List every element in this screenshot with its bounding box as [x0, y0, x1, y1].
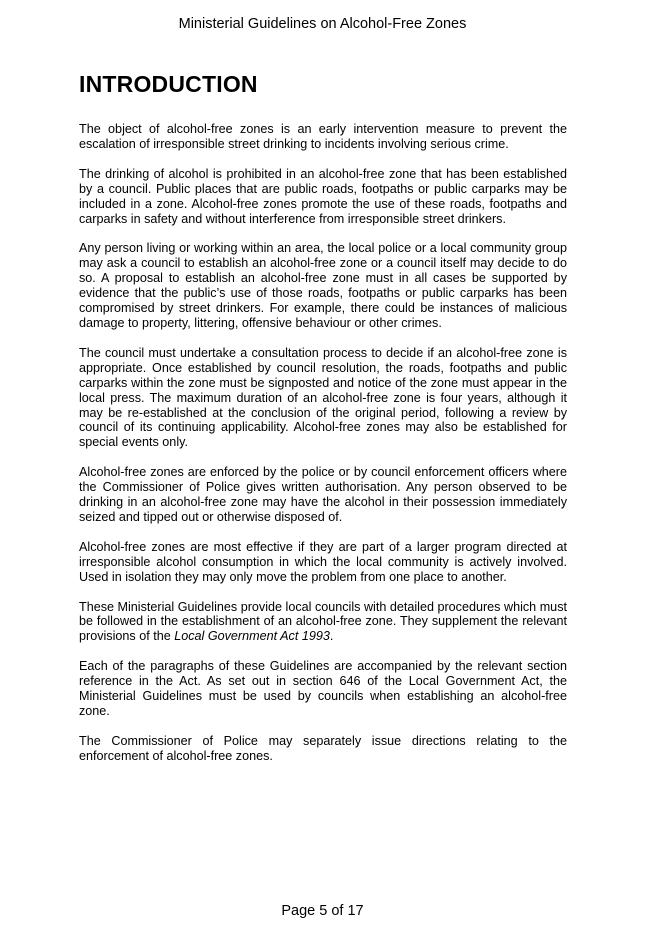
- paragraph-8: Each of the paragraphs of these Guidelines are accompanied by the relevant section reference in the Act. As set out in section 646 of the Local Government Act, the Ministerial Guidelines must be used by councils when establishing an alcohol-free zone.: [79, 659, 567, 718]
- section-heading: INTRODUCTION: [79, 71, 258, 97]
- act-title: Local Government Act 1993: [174, 629, 330, 644]
- paragraph-7-text: These Ministerial Guidelines provide local councils with detailed procedures which must be followed in the establishment of an alcohol-free zone. They supplement the relevant provisions of the: [79, 599, 567, 644]
- paragraph-2: The drinking of alcohol is prohibited in an alcohol-free zone that has been established by a council. Public places that are public roads, footpaths or public carparks may be included in a zone. Alcohol-free zones promote the use of these roads, footpaths and carparks in safety and without interference from irresponsible street drinkers.: [79, 166, 567, 226]
- body-text: [79, 122, 567, 764]
- paragraph-4: The council must undertake a consultation process to decide if an alcohol-free zone is appropriate. Once established by council resolution, the roads, footpaths and public carparks within the zone must be signposted and notice of the zone must appear in the local press. The maximum duration of an alcohol-free zone is four years, although it may be re-established at the conclusion of the original period, following a review by council of its continuing applicability. Alcohol-free zones may also be established for special events only.: [79, 345, 567, 450]
- running-header: Ministerial Guidelines on Alcohol-Free Zones: [178, 16, 467, 32]
- paragraph-6: Alcohol-free zones are most effective if they are part of a larger program directed at irresponsible alcohol consumption in which the local community is actively involved. Used in isolation they may only move the problem from one place to another.: [79, 539, 567, 584]
- paragraph-7-end: .: [329, 629, 334, 644]
- paragraph-9: The Commissioner of Police may separately issue directions relating to the enforcement of alcohol-free zones.: [79, 733, 567, 763]
- page-number: Page 5 of 17: [281, 903, 364, 919]
- paragraph-3: Any person living or working within an area, the local police or a local community group may ask a council to establish an alcohol-free zone or a council itself may decide to do so. A proposal to establish an alcohol-free zone must in all cases be supported by evidence that the public’s use of those roads, footpaths or public carparks has been compromised by street drinkers. For example, there could be instances of malicious damage to property, littering, offensive behaviour or other crimes.: [79, 241, 567, 330]
- paragraph-1: The object of alcohol-free zones is an early intervention measure to prevent the escalation of irresponsible street drinking to incidents involving serious crime.: [79, 122, 567, 151]
- paragraph-7: [79, 600, 567, 645]
- paragraph-5: Alcohol-free zones are enforced by the police or by council enforcement officers where the Commissioner of Police gives written authorisation. Any person observed to be drinking in an alcohol-free zone may have the alcohol in their possession immediately seized and tipped out or otherwise disposed of.: [79, 465, 567, 524]
